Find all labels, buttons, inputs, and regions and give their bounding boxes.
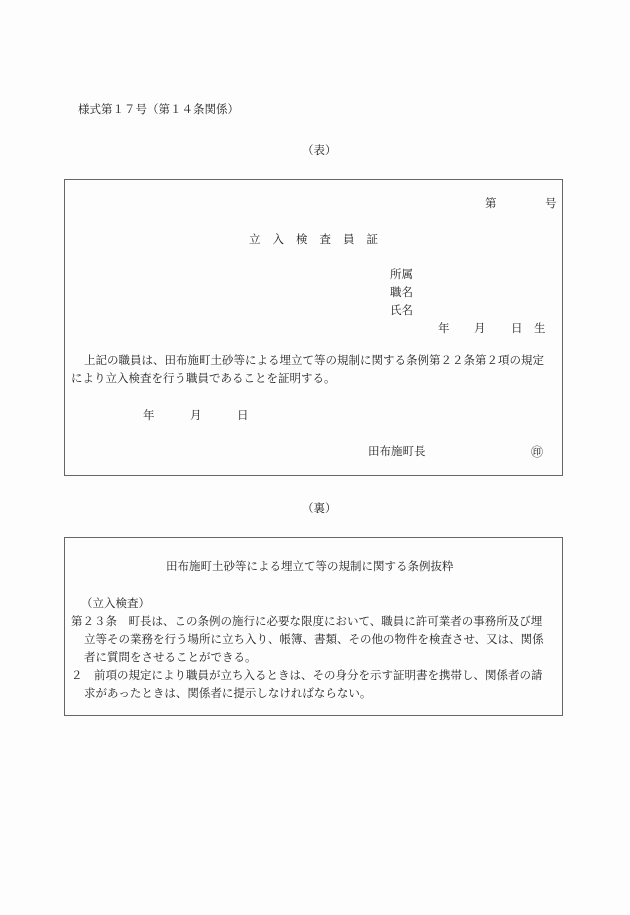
back-side-label: （裏） <box>302 501 337 515</box>
article-caption: （立入検査） <box>81 596 150 610</box>
seal-icon: ㊞ <box>531 445 544 459</box>
article-23-para2-line2: 求があったときは、関係者に提示しなければならない。 <box>84 686 372 700</box>
card-number-suffix: 号 <box>545 196 557 210</box>
card-number-prefix: 第 <box>485 196 497 210</box>
article-23-line2: 立等その業務を行う場所に立ち入り、帳簿、書類、その他の物件を検査させ、又は、関係 <box>84 632 544 646</box>
front-side-label: （表） <box>302 143 337 157</box>
issue-month-label: 月 <box>190 408 202 422</box>
certification-statement-line1: 上記の職員は、田布施町土砂等による埋立て等の規制に関する条例第２２条第２項の規定 <box>84 353 544 367</box>
form-number: 様式第１７号（第１４条関係） <box>78 102 239 116</box>
article-23-line1: 第２３条 町長は、この条例の施行に必要な限度において、職員に許可業者の事務所及び埋 <box>71 614 543 628</box>
issuer-title: 田布施町長 <box>368 444 426 458</box>
id-card-back <box>64 537 563 716</box>
article-23-para2-line1: ２ 前項の規定により職員が立ち入るときは、その身分を示す証明書を携帯し、関係者の請 <box>71 668 543 682</box>
birth-suffix-label: 生 <box>534 321 546 335</box>
birth-day-label: 日 <box>511 321 523 335</box>
id-card-front <box>64 179 563 476</box>
ordinance-excerpt-heading: 田布施町土砂等による埋立て等の規制に関する条例抜粋 <box>166 559 454 573</box>
issue-year-label: 年 <box>143 408 155 422</box>
birth-year-label: 年 <box>438 321 450 335</box>
card-title: 立入検査員証 <box>249 232 390 246</box>
birth-month-label: 月 <box>474 321 486 335</box>
certification-statement-line2: により立入検査を行う職員であることを証明する。 <box>71 371 336 385</box>
field-name-label: 氏名 <box>390 303 413 317</box>
field-affiliation-label: 所属 <box>390 267 413 281</box>
field-position-label: 職名 <box>390 285 413 299</box>
issue-day-label: 日 <box>237 408 249 422</box>
article-23-line3: 者に質問をさせることができる。 <box>84 650 257 664</box>
